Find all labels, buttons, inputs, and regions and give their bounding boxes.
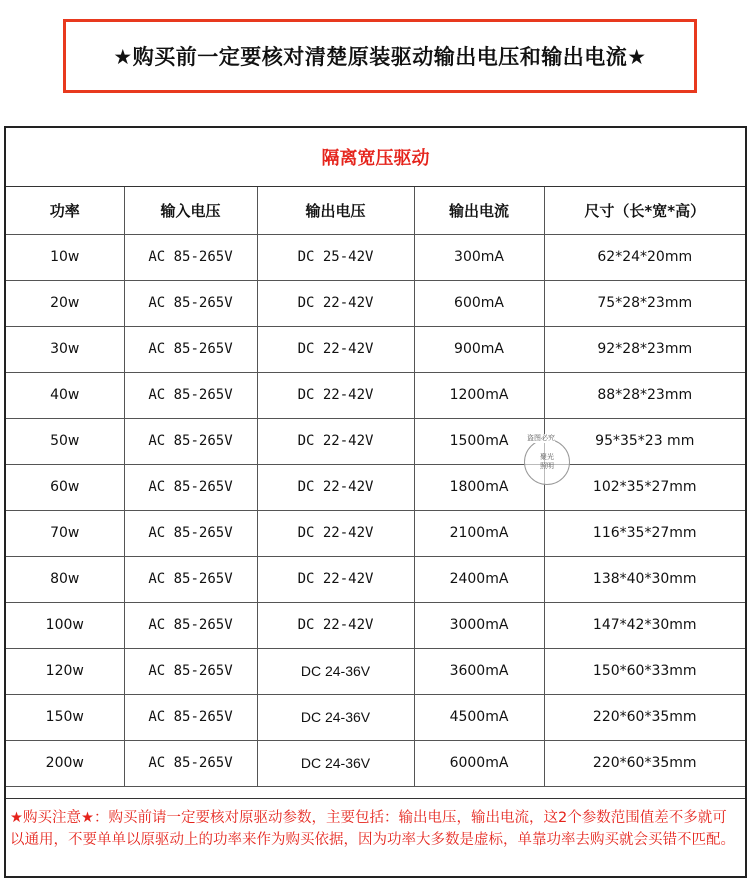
cell-output-voltage: DC 22-42V [257,418,414,464]
cell-input-voltage: AC 85-265V [124,648,257,694]
cell-dimensions: 138*40*30mm [544,556,745,602]
cell-output-current: 1200mA [414,372,544,418]
cell-output-voltage: DC 22-42V [257,556,414,602]
table-row [6,280,745,326]
cell-output-current: 2400mA [414,556,544,602]
cell-input-voltage: AC 85-265V [124,740,257,786]
cell-power: 20w [6,280,124,326]
table-row [6,510,745,556]
header-output-voltage: 输出电压 [257,187,414,234]
cell-power: 120w [6,648,124,694]
cell-input-voltage: AC 85-265V [124,602,257,648]
spec-table-panel [4,126,747,878]
cell-dimensions: 62*24*20mm [544,234,745,280]
table-row [6,234,745,280]
cell-input-voltage: AC 85-265V [124,326,257,372]
cell-output-current: 6000mA [414,740,544,786]
cell-input-voltage: AC 85-265V [124,234,257,280]
cell-output-voltage: DC 22-42V [257,602,414,648]
watermark-line2: 照明 [540,462,554,470]
table-row [6,418,745,464]
cell-output-voltage: DC 22-42V [257,464,414,510]
cell-dimensions: 220*60*35mm [544,694,745,740]
header-dimensions: 尺寸（长*宽*高） [544,187,745,234]
table-header-row [6,187,745,234]
cell-power: 150w [6,694,124,740]
purchase-note: ★购买注意★：购买前请一定要核对原驱动参数，主要包括：输出电压，输出电流，这2个参数范围值差不多就可以通用，不要单单以原驱动上的功率来作为购买依据，因为功率大多数是虚标，单靠功率去购买就会买错不匹配。 [6,798,745,851]
cell-output-voltage: DC 25-42V [257,234,414,280]
table-row [6,326,745,372]
cell-input-voltage: AC 85-265V [124,694,257,740]
cell-power: 70w [6,510,124,556]
header-output-current: 输出电流 [414,187,544,234]
cell-power: 40w [6,372,124,418]
cell-output-current: 600mA [414,280,544,326]
cell-input-voltage: AC 85-265V [124,510,257,556]
header-input-voltage: 输入电压 [124,187,257,234]
cell-dimensions: 88*28*23mm [544,372,745,418]
cell-output-voltage: DC 22-42V [257,326,414,372]
cell-output-voltage: DC 22-42V [257,280,414,326]
spec-table [6,187,745,787]
cell-output-voltage: DC 24-36V [257,740,414,786]
cell-output-voltage: DC 22-42V [257,510,414,556]
cell-power: 200w [6,740,124,786]
cell-output-voltage: DC 24-36V [257,694,414,740]
cell-dimensions: 102*35*27mm [544,464,745,510]
table-row [6,556,745,602]
cell-output-current: 4500mA [414,694,544,740]
cell-power: 10w [6,234,124,280]
cell-dimensions: 75*28*23mm [544,280,745,326]
cell-output-current: 900mA [414,326,544,372]
cell-output-current: 3000mA [414,602,544,648]
cell-dimensions: 147*42*30mm [544,602,745,648]
cell-power: 60w [6,464,124,510]
cell-output-voltage: DC 24-36V [257,648,414,694]
cell-power: 50w [6,418,124,464]
table-title: 隔离宽压驱动 [6,128,745,187]
watermark-line1: 聚光 [540,453,554,461]
cell-output-current: 2100mA [414,510,544,556]
cell-output-current: 1800mA [414,464,544,510]
cell-power: 80w [6,556,124,602]
table-row [6,694,745,740]
table-row [6,648,745,694]
cell-input-voltage: AC 85-265V [124,464,257,510]
cell-input-voltage: AC 85-265V [124,372,257,418]
cell-output-current: 300mA [414,234,544,280]
cell-power: 100w [6,602,124,648]
table-row [6,464,745,510]
cell-input-voltage: AC 85-265V [124,280,257,326]
watermark-stamp [524,434,570,485]
cell-output-current: 3600mA [414,648,544,694]
cell-input-voltage: AC 85-265V [124,418,257,464]
watermark-top-text: 盗图必究 [527,434,555,442]
table-row [6,602,745,648]
cell-output-current: 1500mA [414,418,544,464]
cell-dimensions: 150*60*33mm [544,648,745,694]
cell-input-voltage: AC 85-265V [124,556,257,602]
cell-power: 30w [6,326,124,372]
header-power: 功率 [6,187,124,234]
table-row [6,740,745,786]
warning-banner: ★购买前一定要核对清楚原装驱动输出电压和输出电流★ [63,19,697,93]
cell-dimensions: 220*60*35mm [544,740,745,786]
cell-output-voltage: DC 22-42V [257,372,414,418]
cell-dimensions: 92*28*23mm [544,326,745,372]
cell-dimensions: 95*35*23 mm [544,418,745,464]
cell-dimensions: 116*35*27mm [544,510,745,556]
table-row [6,372,745,418]
